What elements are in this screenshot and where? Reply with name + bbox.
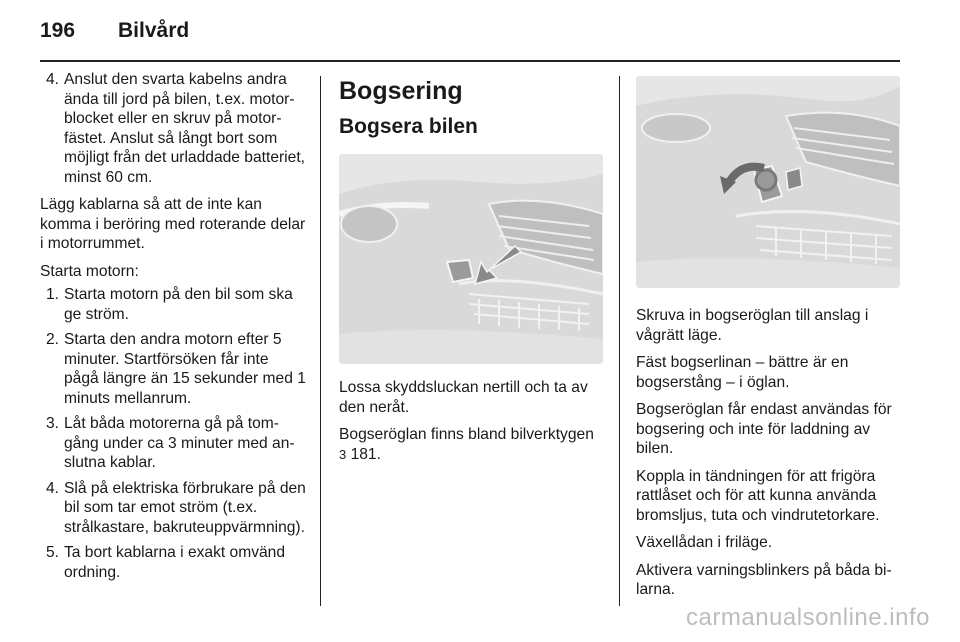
list-item	[40, 70, 306, 187]
list-item	[40, 543, 306, 582]
column-divider-right	[619, 76, 620, 606]
section-subheading: Bogsera bilen	[339, 115, 478, 138]
remove-cover-paragraph: Lossa skyddsluckan nertill och ta av den neråt.	[339, 379, 588, 416]
list-text: Starta motorn på den bil som ska ge ström.	[64, 286, 293, 323]
list-number: 4.	[45, 479, 59, 497]
header-rule	[40, 60, 900, 62]
list-number: 5.	[45, 544, 59, 561]
list-text: Anslut den svarta kabelns andra ända till jord på bilen, t.ex. motorblocket eller en skruv på motorfästet. Anslut så långt bort som möjligt från det urladdade batteriet, minst 60 cm.	[64, 71, 305, 186]
watermark: carmanualsonline.info	[686, 604, 930, 631]
list-text: Ta bort kablarna i exakt omvänd ordning.	[64, 544, 286, 581]
screw-in-paragraph: Skruva in bogseröglan till anslag i vågrätt läge.	[636, 307, 869, 344]
towing-eye-location-paragraph	[339, 425, 605, 464]
page-number: 196	[40, 19, 76, 42]
attach-rope-paragraph: Fäst bogserlinan – bättre är en bogserstång – i öglan.	[636, 354, 849, 391]
page-ref-symbol: 3	[339, 446, 347, 462]
continued-list	[40, 70, 306, 187]
section-heading: Bogsering	[339, 77, 463, 105]
page-title: Bilvård	[118, 19, 190, 42]
list-number: 2.	[45, 331, 59, 348]
list-number: 1.	[45, 286, 59, 303]
list-item	[40, 479, 306, 538]
left-column	[40, 70, 306, 590]
right-column	[636, 76, 904, 608]
car-front-towing-eye-illustration-icon	[636, 76, 900, 288]
neutral-gear-paragraph: Växellådan i friläge.	[636, 534, 773, 551]
ignition-paragraph: Koppla in tändningen för att frigöra rattlåset och för att kunna använda bromsljus, tuta och vindrutetorkare.	[636, 467, 880, 524]
page-ref-number: 181.	[350, 445, 381, 463]
middle-column	[339, 70, 605, 472]
cable-placement-paragraph: Lägg kablarna så att de inte kan komma i beröring med roterande delar i motorrummet.	[40, 196, 306, 252]
towing-only-paragraph: Bogseröglan får endast användas för bogsering och inte för laddning av bilen.	[636, 401, 892, 457]
column-divider-left	[320, 76, 321, 606]
list-item	[40, 414, 306, 473]
start-engine-paragraph: Starta motorn:	[40, 262, 139, 280]
list-item	[40, 285, 306, 324]
towing-eye-text: Bogseröglan finns bland bilverktygen	[339, 426, 594, 443]
list-text: Starta den andra motorn efter 5 minuter. Startförsöken får inte pågå längre än 15 sekunder med 1 minuts mellanrum.	[64, 331, 306, 407]
list-text: Låt båda motorerna gå på tomgång under ca 3 minuter med anslutna kablar.	[64, 415, 295, 471]
car-front-cover-illustration-icon	[339, 154, 603, 364]
list-number: 3.	[45, 415, 59, 432]
list-item	[40, 330, 306, 408]
list-text: Slå på elektriska förbrukare på den bil som tar emot ström (t.ex. strålkastare, bakruteuppvärmning).	[64, 479, 306, 536]
hazard-lights-paragraph: Aktivera varningsblinkers på båda bilarna.	[636, 561, 892, 598]
start-steps-list	[40, 285, 306, 582]
list-number: 4.	[45, 71, 59, 88]
